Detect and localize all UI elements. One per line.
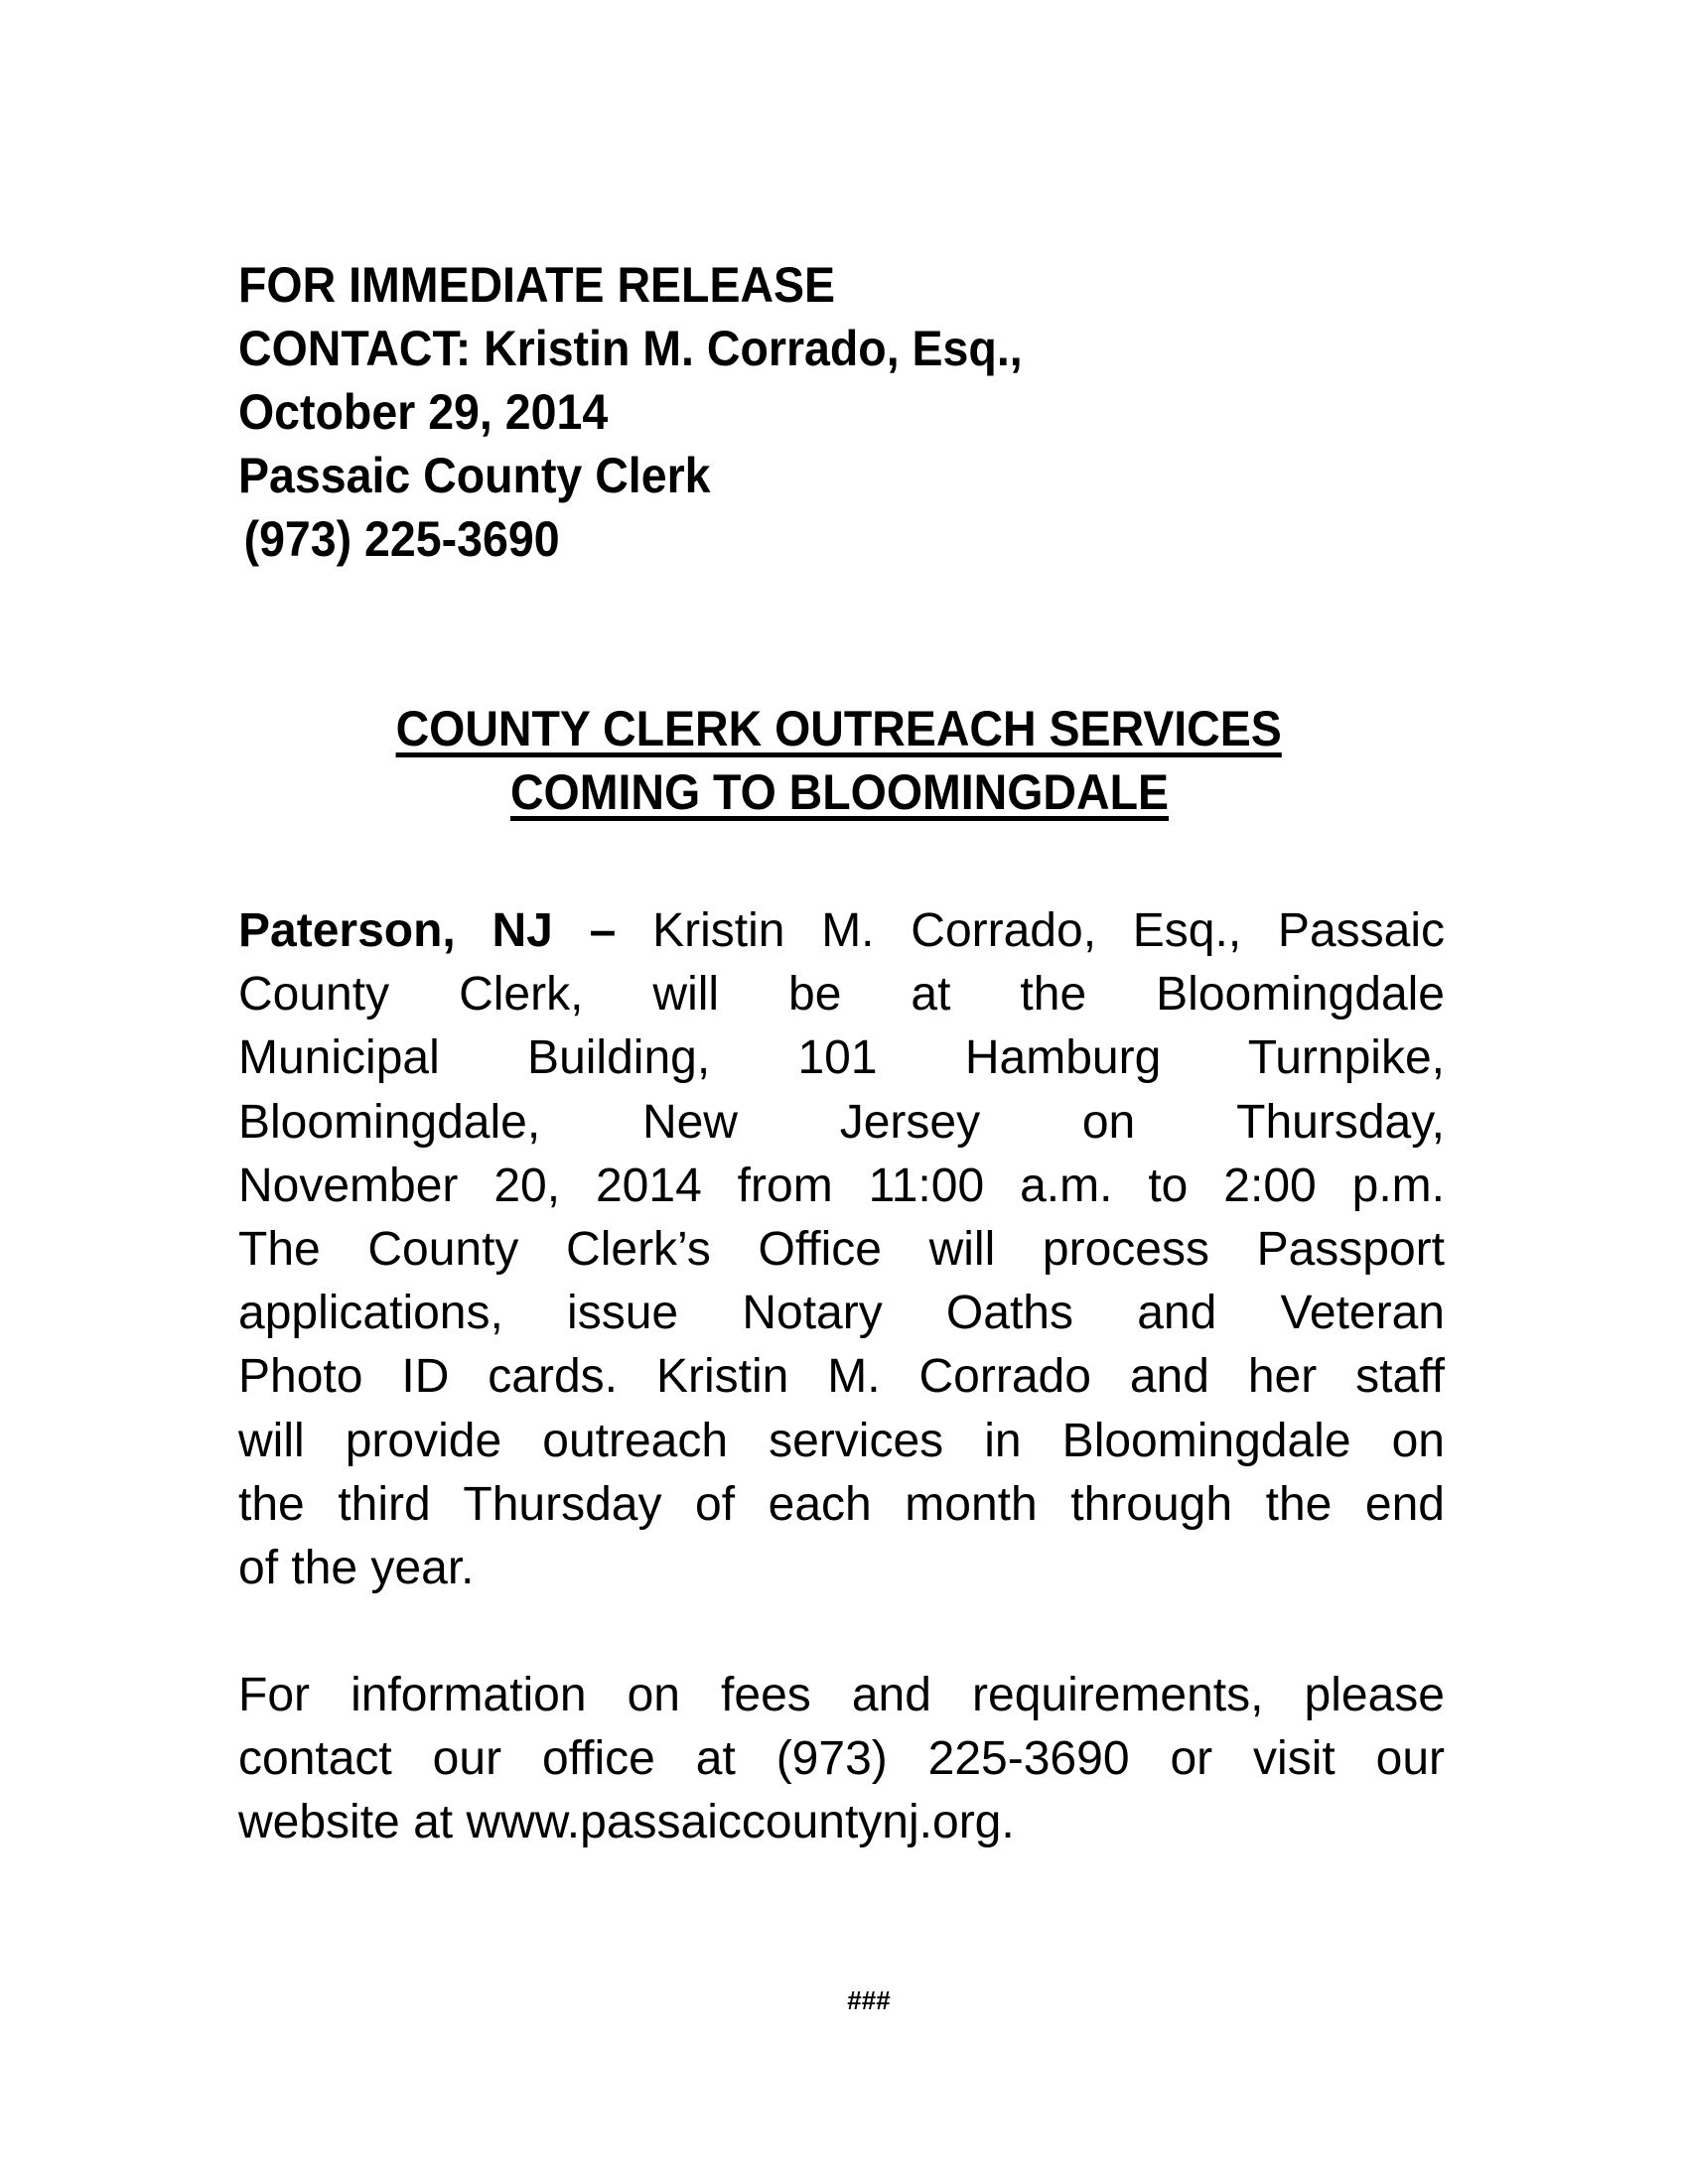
body-line: Photo ID cards. Kristin M. Corrado and her staff — [238, 1350, 1445, 1404]
dateline: Paterson, NJ – — [238, 904, 617, 957]
body-text — [238, 899, 1445, 1919]
body-line: of the year. — [238, 1541, 475, 1594]
body-line: County Clerk, will be at the Bloomingdale — [238, 968, 1445, 1022]
headline-text-1: COUNTY CLERK OUTREACH SERVICES — [395, 701, 1283, 756]
headline-line-2 — [238, 760, 1440, 824]
headline-line-1 — [238, 697, 1440, 760]
end-of-release-mark: ### — [847, 1985, 891, 2015]
body-line: will provide outreach services in Bloomingdale on — [238, 1414, 1445, 1467]
body-line: the third Thursday of each month through the end — [238, 1477, 1445, 1531]
contact-phone: (973) 225-3690 — [243, 511, 560, 567]
headline — [238, 697, 1440, 824]
body-line: Bloomingdale, New Jersey on Thursday, — [238, 1095, 1445, 1149]
release-date: October 29, 2014 — [238, 384, 609, 440]
body-line: For information on fees and requirements, please — [238, 1669, 1445, 1722]
contact-title: Passaic County Clerk — [238, 448, 711, 503]
body-line: applications, issue Notary Oaths and Veteran — [238, 1287, 1445, 1340]
body-line: contact our office at (973) 225-3690 or visit our — [238, 1732, 1445, 1786]
contact-line: CONTACT: Kristin M. Corrado, Esq., — [238, 321, 1023, 376]
release-label: FOR IMMEDIATE RELEASE — [238, 257, 836, 313]
paragraph-announcement — [238, 899, 1445, 1600]
body-line — [238, 899, 1445, 963]
body-line: The County Clerk’s Office will process Passport — [238, 1222, 1445, 1276]
body-line: website at www.passaiccountynj.org. — [238, 1796, 1015, 1849]
body-line: November 20, 2014 from 11:00 a.m. to 2:00 p.m. — [238, 1159, 1445, 1212]
headline-text-2: COMING TO BLOOMINGDALE — [509, 764, 1169, 820]
release-header — [238, 253, 1231, 571]
body-line: Municipal Building, 101 Hamburg Turnpike, — [238, 1031, 1445, 1085]
paragraph-contact-info — [238, 1664, 1445, 1855]
body-line-text: Kristin M. Corrado, Esq., Passaic — [652, 904, 1445, 957]
